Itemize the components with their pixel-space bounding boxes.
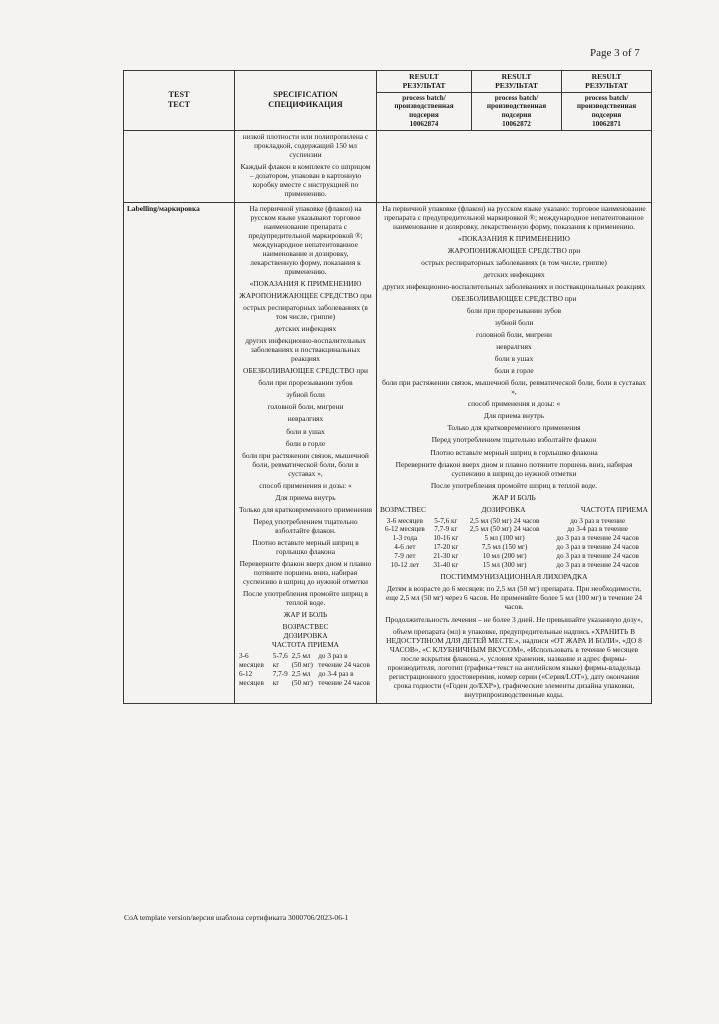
dose-freq: до 3 раз в течение 24 часов	[556, 534, 639, 543]
text-paragraph: головной боли, мигрени	[475, 330, 553, 340]
dose-header-label: ДОЗИРОВКА	[283, 631, 328, 641]
text-paragraph: невралгиях	[496, 342, 532, 352]
dose-header-label: ЧАСТОТА ПРИЕМА	[272, 640, 339, 650]
spec-dose-table	[238, 652, 373, 687]
text-paragraph: Перед употреблением тщательно взболтайте флакон	[431, 435, 597, 445]
text-paragraph: ПОСТИММУНИЗАЦИОННАЯ ЛИХОРАДКА	[440, 572, 588, 582]
spec-header-ru: СПЕЦИФИКАЦИЯ	[268, 100, 343, 110]
result-dose-header	[380, 505, 648, 514]
text-paragraph: способ применения и дозы: «	[467, 399, 561, 409]
dose-freq: до 3 раз в течение	[570, 516, 626, 525]
dose-age: 3-6 месяцев	[239, 652, 264, 669]
batch-label: производственная	[486, 102, 547, 111]
text-paragraph: «ПОКАЗАНИЯ К ПРИМЕНЕНИЮ	[249, 279, 362, 289]
dose-age: 4-6 лет	[394, 543, 416, 552]
text-paragraph: ОБЕЗБОЛИВАЮЩЕЕ СРЕДСТВО при	[243, 366, 368, 376]
test-header	[124, 71, 235, 131]
packaging-spec-cell	[235, 130, 377, 202]
test-header-en: TEST	[168, 90, 190, 100]
text-paragraph: ЖАРОПОНИЖАЮЩЕЕ СРЕДСТВО при	[239, 291, 372, 301]
batch-number: 10062872	[502, 119, 531, 128]
text-paragraph: Продолжительность лечения – не более 3 дней. Не превышайте указанную дозу»,	[385, 614, 643, 624]
result-title-ru: РЕЗУЛЬТАТ	[402, 81, 446, 91]
packaging-result-cell	[377, 130, 652, 202]
text-paragraph: Перед употреблением тщательно взболтайте флакон.	[253, 516, 358, 535]
result-header-2	[472, 71, 562, 93]
result-title-ru: РЕЗУЛЬТАТ	[495, 81, 538, 91]
dose-weight: 7,7-9 кг	[434, 525, 458, 534]
result-title-en: RESULT	[409, 72, 439, 81]
dose-header-label: ВОЗРАСТВЕС	[282, 622, 329, 632]
batch-label: process batch/	[584, 93, 629, 102]
batch-label: подсерия	[501, 111, 532, 120]
coa-table	[123, 70, 652, 704]
dose-freq: до 3-4 раз в течение 24 часов	[318, 669, 370, 687]
packaging-test-cell	[124, 130, 235, 202]
batch-cell-2	[472, 92, 562, 130]
text-paragraph: боли в ушах	[286, 426, 325, 436]
batch-label: process batch/	[402, 93, 446, 102]
batch-label: process batch/	[494, 93, 539, 102]
text-paragraph: Для приема внутрь	[275, 492, 336, 502]
dose-row	[380, 561, 648, 570]
text-paragraph: зубной боли	[494, 318, 534, 328]
text-paragraph: боли в горле	[285, 438, 326, 448]
batch-cell-3	[562, 92, 652, 130]
text-paragraph: боли в ушах	[494, 354, 534, 364]
dose-row	[380, 552, 648, 561]
dose-age: 7-9 лет	[394, 551, 416, 560]
dose-weight: 5-7,6 кг	[434, 516, 458, 525]
text-paragraph: Детям в возрасте до 6 месяцев: по 2,5 мл (50 мг) препарата. При необходимости, еще 2,5 мл (50 мг) через 6 часов. Не применяйте более 5 мл (100 мг) в течение 24 часов.	[385, 584, 643, 612]
spec-header-en: SPECIFICATION	[273, 90, 338, 100]
labelling-spec-cell	[235, 202, 377, 703]
text-paragraph: детских инфекциях	[274, 324, 337, 334]
text-paragraph: головной боли, мигрени	[267, 402, 344, 412]
text-paragraph: других инфекционно-воспалительных заболеваниях и поствакцинальных реакциях	[382, 282, 646, 292]
spec-dose-header	[238, 622, 373, 649]
text-paragraph: ЖАР И БОЛЬ	[492, 492, 536, 502]
batch-cell-1	[377, 92, 472, 130]
dose-dose: 7,5 мл (150 мг)	[481, 543, 528, 552]
spec-paragraph: Каждый флакон в комплекте со шприцом – дозатором, упакован в картонную коробку вместе с инструкцией по применению.	[240, 161, 371, 198]
result-header-1	[377, 71, 472, 93]
dose-row	[380, 534, 648, 543]
result-paragraphs-bottom	[380, 572, 648, 698]
dose-header-label: ВОЗРАСТВЕС	[380, 504, 426, 514]
text-paragraph: невралгиях	[287, 414, 324, 424]
text-paragraph: «ПОКАЗАНИЯ К ПРИМЕНЕНИЮ	[458, 233, 570, 243]
text-paragraph: острых респираторных заболеваниях (в том числе, гриппе)	[421, 258, 607, 267]
result-dose-table	[380, 517, 648, 570]
dose-freq: до 3 раз в течение 24 часов	[556, 560, 639, 569]
dose-row	[380, 525, 648, 534]
dose-age: 6-12 месяцев	[384, 525, 425, 534]
text-paragraph: ОБЕЗБОЛИВАЮЩЕЕ СРЕДСТВО при	[451, 294, 577, 304]
text-paragraph: боли в горле	[494, 366, 534, 376]
labelling-row	[124, 202, 652, 703]
spec-header	[235, 71, 377, 131]
text-paragraph: Переверните флакон вверх дном и плавно потяните поршень вниз, набирая суспензию в шприц до нужной отметки	[395, 459, 633, 478]
text-paragraph: способ применения и дозы: «	[259, 480, 352, 490]
text-paragraph: Плотно вставьте мерный шприц в горлышко флакона	[430, 447, 598, 457]
text-paragraph: боли при растяжении связок, мышечной боли, ревматической боли, боли в суставах »,	[242, 450, 369, 478]
footer-template-version: CoA template version/версия шаблона сертификата 3000706/2023-06-1	[124, 913, 349, 922]
dose-row	[238, 652, 373, 670]
result-title-ru: РЕЗУЛЬТАТ	[585, 81, 628, 91]
dose-weight: 7,7-9 кг	[272, 669, 288, 687]
dose-freq: до 3 раз в течение 24 часов	[556, 551, 639, 560]
dose-age: 10-12 лет	[390, 560, 420, 569]
dose-dose: 2,5 мл (50 мг)	[291, 652, 313, 669]
dose-age: 1-3 года	[392, 534, 418, 543]
result-title-en: RESULT	[501, 72, 532, 81]
result-header-3	[562, 71, 652, 93]
text-paragraph: ЖАРОПОНИЖАЮЩЕЕ СРЕДСТВО при	[447, 245, 581, 255]
dose-freq: до 3-4 раз в течение	[567, 525, 629, 534]
text-paragraph: боли при растяжении связок, мышечной боли, ревматической боли, боли в суставах »,	[382, 378, 646, 397]
text-paragraph: Для приема внутрь	[483, 411, 545, 421]
text-paragraph: боли при прорезывании зубов	[466, 306, 562, 316]
text-paragraph: Только для кратковременного применения	[238, 504, 373, 514]
batch-label: производственная	[394, 102, 454, 111]
batch-label: подсерия	[409, 111, 439, 120]
dose-weight: 5-7,6 кг	[272, 652, 288, 669]
dose-dose: 10 мл (200 мг)	[482, 551, 527, 560]
dose-dose: 15 мл (300 мг)	[482, 560, 527, 569]
dose-row	[238, 670, 373, 688]
text-paragraph: детских инфекциях	[483, 270, 545, 280]
text-paragraph: острых респираторных заболеваниях (в том числе, гриппе)	[243, 303, 368, 322]
result-paragraphs	[380, 204, 648, 502]
text-paragraph: На первичной упаковке (флакон) на русском языке указывают торговое наименование препарата с предупредительной маркировкой ®; международное непатентованное наименование и дозировку, лекарственную форму, показания к применению.	[248, 203, 363, 277]
text-paragraph: Только для кратковременного применения	[447, 423, 581, 433]
dose-age: 6-12 месяцев	[239, 669, 264, 687]
batch-label: подсерия	[591, 111, 622, 120]
text-paragraph: Плотно вставьте мерный шприц в горлышко флакона	[252, 537, 359, 556]
dose-weight: 17-20 кг	[433, 543, 459, 552]
labelling-test-cell: Labelling/маркировка	[124, 202, 235, 703]
dose-dose: 2,5 мл (50 мг) 24 часов	[469, 525, 540, 534]
text-paragraph: других инфекционно-воспалительных заболеваниях и поствакцинальных реакциях	[245, 336, 366, 364]
dose-freq: до 3 раз в течение 24 часов	[556, 543, 639, 552]
spec-paragraphs	[238, 204, 373, 619]
labelling-result-cell	[377, 202, 652, 703]
text-paragraph: На первичной упаковке (флакон) на русском языке указано: торговое наименование препарата с предупредительной маркировкой ®; международное непатентованное наименование и дозировку, лекарственную форму, показания к применению.	[382, 203, 646, 231]
packaging-row	[124, 130, 652, 202]
dose-dose: 2,5 мл (50 мг)	[291, 669, 313, 687]
test-header-ru: ТЕСТ	[167, 100, 191, 110]
result-title-en: RESULT	[591, 72, 622, 81]
text-paragraph: объем препарата (мл) в упаковке, предупредительные надпись «ХРАНИТЬ В НЕДОСТУПНОМ ДЛЯ ДЕТЕЙ МЕСТЕ.», надписи «ОТ ЖАРА И БОЛИ», «ДО 8 ЧАСОВ», «С КЛУБНИЧНЫМ ВКУСОМ», «Использовать в течение 6 месяцев после вскрытия флакона.», условия хранения, название и адрес фирмы-производителя, логотип (графика+текст на английском языке) фирмы-владельца регистрационного удостоверения, номер серии («Серия/LOT»), дату окончания срока годности («Годен до/EXP»), графические элементы дизайна упаковки, внутрипроизводственные коды.	[386, 626, 642, 699]
dose-header-label: ДОЗИРОВКА	[481, 504, 526, 514]
dose-dose: 2,5 мл (50 мг) 24 часов	[469, 516, 540, 525]
dose-dose: 5 мл (100 мг)	[484, 534, 525, 543]
dose-freq: до 3 раз в течение 24 часов	[318, 652, 370, 669]
header-row	[124, 71, 652, 93]
batch-number: 10062874	[409, 119, 439, 128]
batch-label: производственная	[576, 102, 637, 111]
dose-age: 3-6 месяцев	[386, 516, 423, 525]
spec-paragraph: низкой плотности или полипропилена с прокладкой, содержащий 150 мл суспензии	[242, 131, 369, 159]
dose-weight: 31-40 кг	[433, 560, 459, 569]
dose-row	[380, 543, 648, 552]
text-paragraph: ЖАР И БОЛЬ	[283, 610, 328, 620]
dose-header-label: ЧАСТОТА ПРИЕМА	[580, 504, 648, 514]
text-paragraph: После употребления промойте шприц в теплой воде.	[242, 588, 369, 607]
batch-number: 10062871	[592, 119, 621, 128]
text-paragraph: боли при прорезывании зубов	[258, 378, 353, 388]
page-number: Page 3 of 7	[590, 47, 640, 59]
dose-weight: 10-16 кг	[433, 534, 459, 543]
dose-row	[380, 517, 648, 526]
text-paragraph: Переверните флакон вверх дном и плавно потяните поршень вниз, набирая суспензию в шприц до нужной отметки	[239, 558, 372, 586]
dose-weight: 21-30 кг	[433, 551, 459, 560]
text-paragraph: После употребления промойте шприц в теплой воде.	[430, 480, 598, 490]
text-paragraph: зубной боли	[286, 390, 325, 400]
